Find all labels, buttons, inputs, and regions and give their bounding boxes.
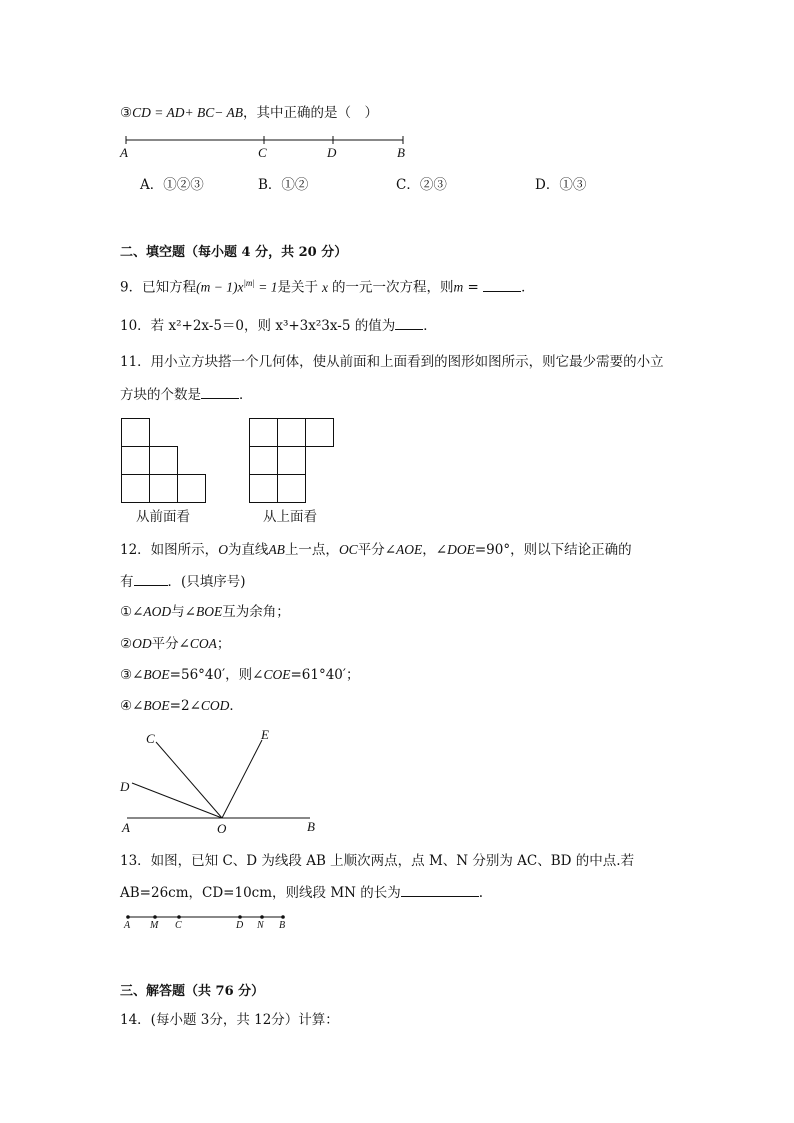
- q9-eq: = 1: [254, 279, 278, 295]
- q12-t5: 上一点，: [284, 542, 339, 558]
- s2e: ；: [216, 636, 231, 652]
- s3c: =56°40′，则∠: [169, 667, 264, 683]
- q12-label-E: E: [261, 727, 269, 742]
- q11-end: ．: [239, 387, 253, 403]
- s1e: 互为余角；: [222, 604, 290, 620]
- q8-option-b: B．①②: [258, 177, 309, 193]
- q12-t11: =90°，则以下结论正确的: [474, 542, 632, 558]
- q9-m: m: [453, 279, 464, 295]
- q12-l2b: ．(只填序号): [167, 574, 246, 590]
- s4c: =2∠: [169, 698, 201, 714]
- s3e: =61°40′；: [290, 667, 360, 683]
- s4b: BOE: [143, 698, 170, 713]
- s2d: COA: [189, 636, 217, 651]
- s2a: ②: [120, 636, 133, 652]
- s4e: ．: [229, 698, 243, 714]
- q9-mid: 是关于: [277, 279, 319, 296]
- q8-stmt3-formula: CD = AD+ BC− AB: [132, 105, 243, 120]
- q9-exponent: |m|: [243, 278, 255, 288]
- q13-label-A: A: [124, 920, 131, 931]
- q12-t6: OC: [338, 542, 358, 557]
- s4a: ④∠: [120, 698, 144, 714]
- q9-eq2: =: [463, 279, 484, 296]
- q8-label-A: A: [120, 145, 128, 160]
- q12-t7: 平分∠: [357, 542, 397, 558]
- q12-t8: AOE: [396, 542, 423, 557]
- q12-t9: ，∠: [422, 542, 448, 558]
- s1a: ①∠: [120, 604, 144, 620]
- s3a: ③∠: [120, 667, 144, 683]
- q13-line2-text: AB=26cm，CD=10cm，则线段 MN 的长为: [120, 885, 401, 901]
- s2b: OD: [132, 636, 152, 651]
- section-3-title: 三、解答题（共 76 分）: [120, 984, 265, 999]
- q8-option-d: D．①③: [535, 177, 587, 193]
- q10-prefix: 10．若 x: [120, 318, 177, 334]
- s1d: BOE: [195, 604, 223, 619]
- q12-label-D: D: [120, 779, 130, 794]
- q8-label-B: B: [397, 145, 405, 160]
- q12-label-B: B: [307, 819, 315, 834]
- q9-var: x: [322, 279, 329, 295]
- q10-part3: ²3x-5 的值为: [315, 318, 396, 334]
- q11-line1: 11．用小立方块搭一个几何体，使从前面和上面看到的图形如图所示，则它最少需要的小立: [120, 354, 664, 370]
- q8-stmt3-tail: ，其中正确的是（ ）: [242, 105, 378, 121]
- s3b: BOE: [143, 667, 170, 682]
- s3d: COE: [263, 667, 291, 682]
- q13-label-B: B: [279, 920, 286, 931]
- q10-part1: ²+2x-5＝0，则 x: [176, 318, 283, 334]
- q10-part2: ³+3x: [282, 318, 316, 334]
- q12-t2: O: [218, 542, 228, 557]
- q12-t4: AB: [268, 542, 285, 557]
- q13-label-D: D: [236, 920, 244, 931]
- q9-end: ．: [521, 279, 535, 296]
- q11-line2-text: 方块的个数是: [120, 387, 201, 403]
- q8-option-a: A．①②③: [140, 177, 204, 193]
- q11-top-caption: 从上面看: [263, 509, 317, 525]
- q12-t3: 为直线: [227, 542, 269, 558]
- q13-line1: 13．如图，已知 C、D 为线段 AB 上顺次两点，点 M、N 分别为 AC、BD 的中点.若: [120, 853, 635, 869]
- q9-expr: (m − 1)x: [196, 279, 244, 295]
- s4d: COD: [200, 698, 230, 713]
- q12-t10: DOE: [447, 542, 475, 557]
- s1b: AOD: [143, 604, 172, 619]
- q8-stmt3-num: ③: [120, 105, 133, 121]
- q10-end: ．: [423, 318, 437, 334]
- q8-option-c: C．②③: [396, 177, 447, 193]
- q13-label-M: M: [150, 920, 159, 931]
- q13-label-N: N: [257, 920, 264, 931]
- q12-label-O: O: [217, 821, 227, 836]
- q11-front-caption: 从前面看: [136, 509, 190, 525]
- q12-l2a: 有: [120, 574, 134, 590]
- q9-prefix: 9．已知方程: [120, 279, 197, 296]
- q8-label-D: D: [327, 145, 337, 160]
- q12-label-C: C: [146, 731, 155, 746]
- s1c: 与∠: [171, 604, 196, 620]
- q12-label-A: A: [122, 820, 130, 835]
- q13-label-C: C: [175, 920, 182, 931]
- section-2-title: 二、填空题（每小题 4 分，共 20 分）: [120, 245, 348, 260]
- q14-text: 14．(每小题 3分，共 12分）计算：: [120, 1012, 339, 1028]
- q9-tail: 的一元一次方程，则: [332, 279, 454, 296]
- q8-label-C: C: [258, 145, 267, 160]
- q13-end: .: [478, 885, 484, 901]
- s2c: 平分∠: [151, 636, 190, 652]
- q12-t1: 12．如图所示，: [120, 542, 219, 558]
